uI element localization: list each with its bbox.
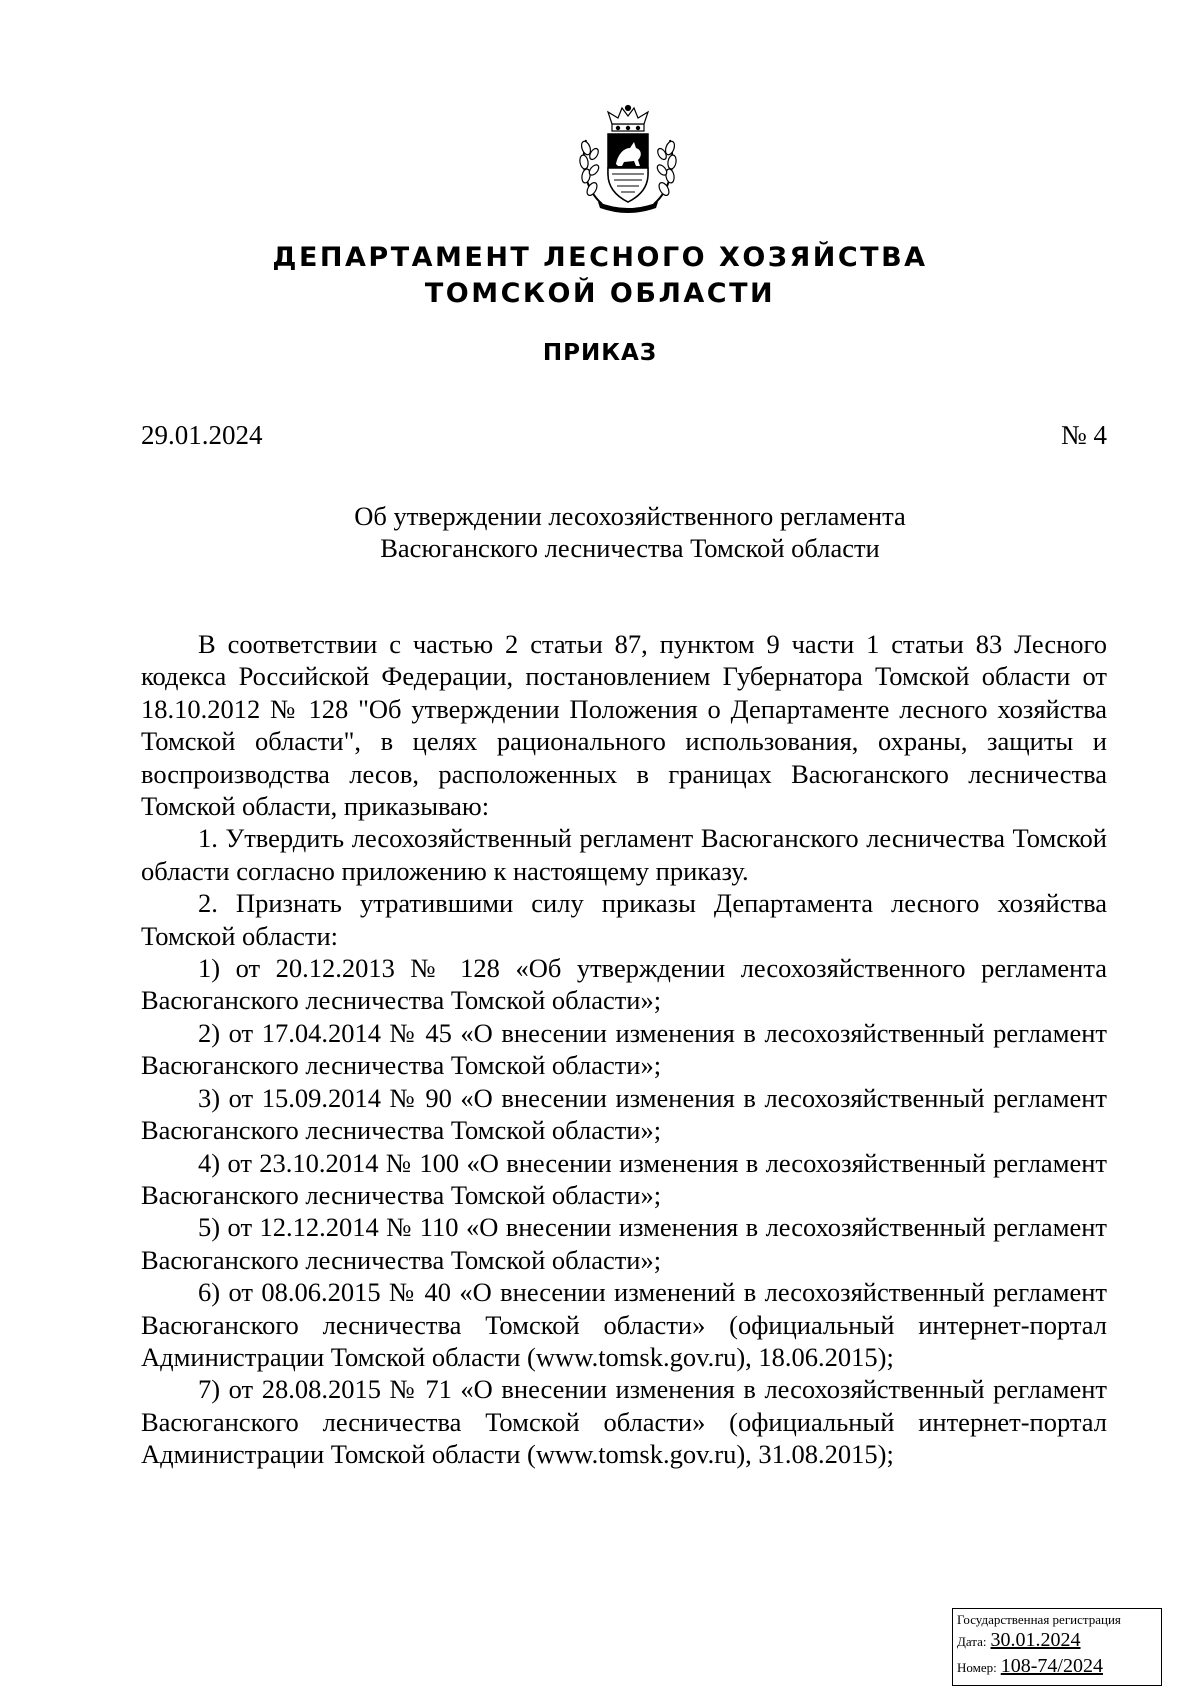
- paragraph-item-1: 1. Утвердить лесохозяйственный регламент Васюганского лесничества Томской области согласно приложению к настоящему приказу.: [141, 823, 1107, 886]
- paragraph-item-2: 2. Признать утратившими силу приказы Департамента лесного хозяйства Томской области:: [141, 888, 1107, 951]
- paragraph-preamble: В соответствии с частью 2 статьи 87, пунктом 9 части 1 статьи 83 Лесного кодекса Российской Федерации, постановлением Губернатора Томской области от 18.10.2012 № 128 "Об утверждении Положения о Департаменте лесного хозяйства Томской области", в целях рационального использования, охраны, защиты и воспроизводства лесов, расположенных в границах Васюганского лесничества Томской области, приказываю:: [141, 629, 1107, 822]
- order-subject: [0, 500, 1200, 564]
- registration-date-label: Дата:: [957, 1634, 987, 1649]
- repealed-order-3: 3) от 15.09.2014 № 90 «О внесении изменения в лесохозяйственный регламент Васюганского лесничества Томской области»;: [141, 1082, 1107, 1146]
- registration-date-row: [957, 1628, 1157, 1654]
- registration-stamp: [952, 1608, 1162, 1686]
- order-number: № 4: [1060, 420, 1107, 450]
- registration-title: Государственная регистрация: [957, 1612, 1121, 1627]
- repealed-order-5: 5) от 12.12.2014 № 110 «О внесении изменения в лесохозяйственный регламент Васюганского лесничества Томской области»;: [141, 1212, 1107, 1275]
- registration-number-label: Номер:: [957, 1660, 997, 1675]
- repealed-order-7: 7) от 28.08.2015 № 71 «О внесении изменения в лесохозяйственный регламент Васюганского лесничества Томской области» (официальный интернет-портал Администрации Томской области (www.tomsk.gov.ru), 31.08.2015);: [141, 1374, 1107, 1470]
- repealed-order-6: 6) от 08.06.2015 № 40 «О внесении изменений в лесохозяйственный регламент Васюганского лесничества Томской области» (официальный интернет-портал Администрации Томской области (www.tomsk.gov.ru), 18.06.2015);: [141, 1277, 1107, 1372]
- registration-number-value: 108-74/2024: [1000, 1655, 1103, 1677]
- order-body: [141, 628, 1107, 1471]
- department-name-line2: ТОМСКОЙ ОБЛАСТИ: [424, 278, 776, 309]
- repealed-order-4: 4) от 23.10.2014 № 100 «О внесении изменения в лесохозяйственный регламент Васюганского лесничества Томской области»;: [141, 1147, 1107, 1210]
- document-type: ПРИКАЗ: [542, 340, 658, 366]
- repealed-order-2: 2) от 17.04.2014 № 45 «О внесении изменения в лесохозяйственный регламент Васюганского лесничества Томской области»;: [141, 1017, 1107, 1081]
- subject-line: Об утверждении лесохозяйственного регламента: [354, 501, 906, 531]
- registration-number-row: [957, 1654, 1157, 1680]
- department-name-line1: ДЕПАРТАМЕНТ ЛЕСНОГО ХОЗЯЙСТВА: [272, 242, 928, 273]
- tomsk-coat-of-arms-icon: [572, 104, 684, 216]
- repealed-order-1: 1) от 20.12.2013 № 128 «Об утверждении лесохозяйственного регламента Васюганского лесничества Томской области»;: [141, 953, 1107, 1016]
- order-date: 29.01.2024: [141, 420, 263, 450]
- subject-line: Васюганского лесничества Томской области: [380, 533, 880, 563]
- registration-date-value: 30.01.2024: [990, 1629, 1081, 1651]
